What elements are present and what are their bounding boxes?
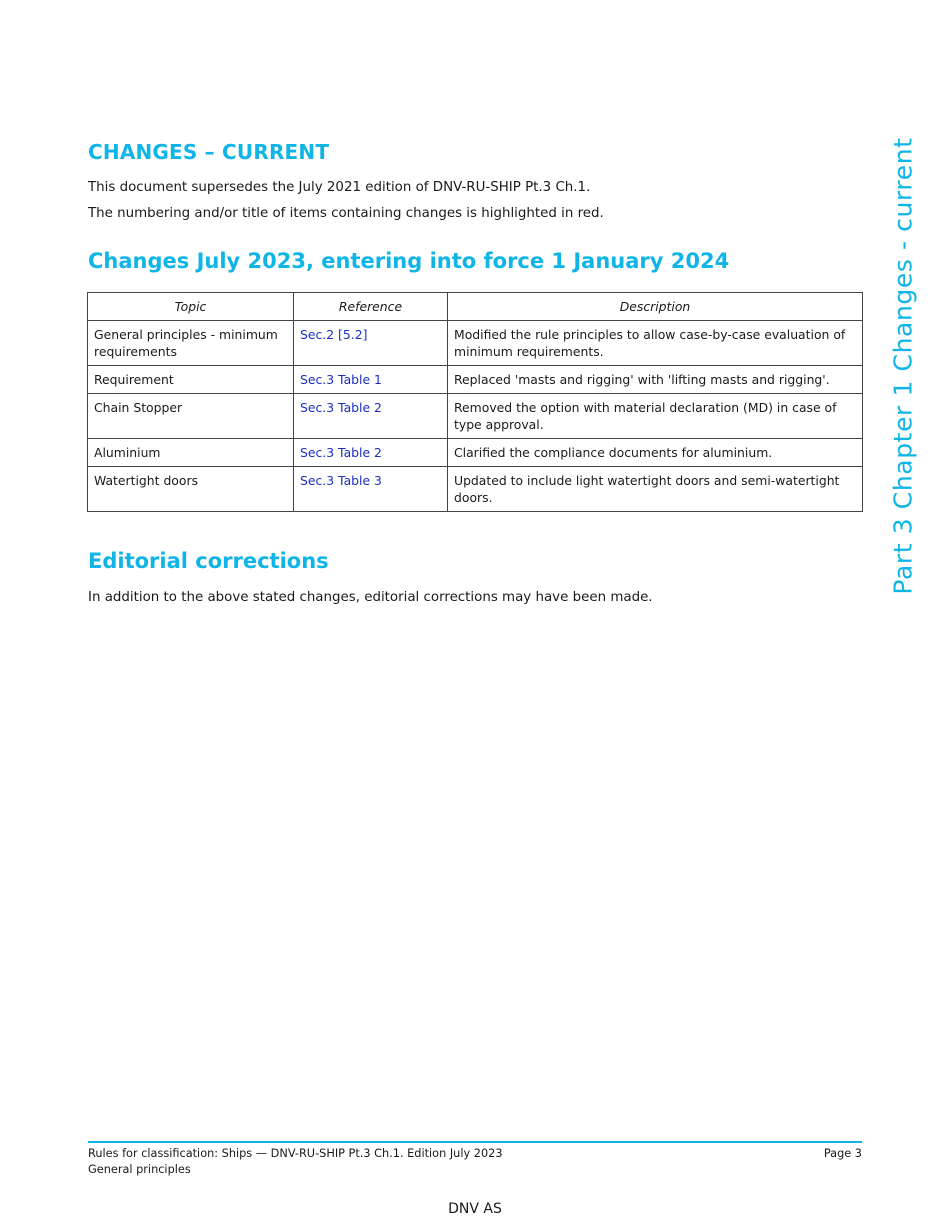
reference-link[interactable]: Sec.3 Table 1 (300, 372, 382, 387)
side-chapter-title: Part 3 Chapter 1 Changes - current (888, 137, 918, 595)
page-title: CHANGES – CURRENT (88, 140, 330, 164)
table-row (88, 394, 863, 439)
cell-description: Updated to include light watertight doors and semi-watertight doors. (448, 467, 863, 512)
footer-document-title: Rules for classification: Ships — DNV-RU-SHIP Pt.3 Ch.1. Edition July 2023 (88, 1147, 503, 1160)
cell-topic: Watertight doors (88, 467, 294, 512)
footer-divider (88, 1141, 862, 1143)
reference-link[interactable]: Sec.3 Table 2 (300, 445, 382, 460)
editorial-text: In addition to the above stated changes, editorial corrections may have been made. (88, 590, 653, 605)
cell-topic: Requirement (88, 366, 294, 394)
footer-section-title: General principles (88, 1163, 191, 1176)
editorial-heading: Editorial corrections (88, 549, 329, 573)
column-header-topic: Topic (88, 293, 294, 321)
column-header-description: Description (448, 293, 863, 321)
cell-reference (294, 321, 448, 366)
publisher-name: DNV AS (448, 1201, 502, 1217)
cell-reference (294, 467, 448, 512)
table-row (88, 321, 863, 366)
table-row (88, 439, 863, 467)
cell-reference (294, 439, 448, 467)
cell-topic: General principles - minimum requirements (88, 321, 294, 366)
cell-description: Removed the option with material declaration (MD) in case of type approval. (448, 394, 863, 439)
changes-table (87, 292, 863, 512)
table-row (88, 467, 863, 512)
reference-link[interactable]: Sec.3 Table 2 (300, 400, 382, 415)
cell-reference (294, 394, 448, 439)
page-number: Page 3 (823, 1147, 862, 1160)
cell-topic: Aluminium (88, 439, 294, 467)
changes-heading: Changes July 2023, entering into force 1 January 2024 (88, 249, 730, 273)
table-header-row (88, 293, 863, 321)
cell-description: Replaced 'masts and rigging' with 'lifting masts and rigging'. (448, 366, 863, 394)
cell-reference (294, 366, 448, 394)
reference-link[interactable]: Sec.3 Table 3 (300, 473, 382, 488)
supersedes-note: This document supersedes the July 2021 edition of DNV-RU-SHIP Pt.3 Ch.1. (88, 180, 591, 195)
highlight-note: The numbering and/or title of items containing changes is highlighted in red. (88, 206, 604, 221)
cell-topic: Chain Stopper (88, 394, 294, 439)
table-row (88, 366, 863, 394)
cell-description: Clarified the compliance documents for aluminium. (448, 439, 863, 467)
column-header-reference: Reference (294, 293, 448, 321)
reference-link[interactable]: Sec.2 [5.2] (300, 327, 368, 342)
cell-description: Modified the rule principles to allow case-by-case evaluation of minimum requirements. (448, 321, 863, 366)
